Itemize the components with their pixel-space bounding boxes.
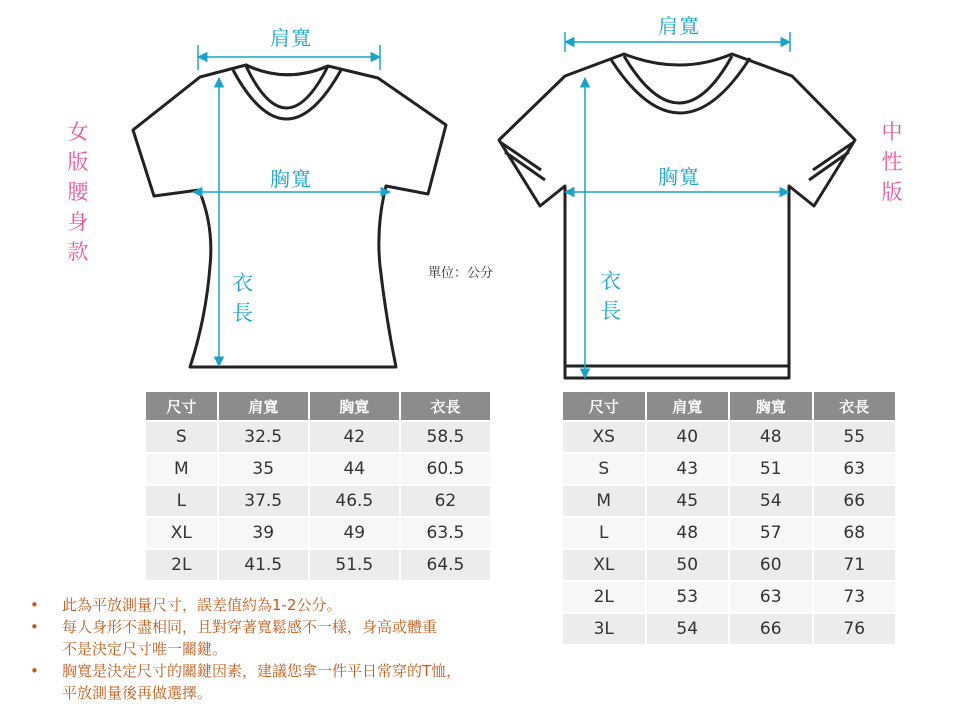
header-shoulder: 肩寬 <box>219 392 308 420</box>
cell: 54 <box>647 614 729 644</box>
unisex-length-label: 衣長 <box>600 269 621 323</box>
cell: 53 <box>647 582 729 612</box>
cell: 32.5 <box>219 422 308 452</box>
cell: 48 <box>647 518 729 548</box>
table-row <box>146 518 490 548</box>
cell: 43 <box>647 454 729 484</box>
women-chest-label: 胸寬 <box>270 167 312 191</box>
cell: 63 <box>814 454 896 484</box>
note-text: 不是決定尺寸唯一關鍵。 <box>62 640 228 658</box>
cell: 58.5 <box>401 422 490 452</box>
table-header-row <box>563 392 895 420</box>
table-row <box>563 454 895 484</box>
cell: 68 <box>814 518 896 548</box>
table-row <box>563 614 895 644</box>
cell: 60 <box>730 550 812 580</box>
cell: 41.5 <box>219 550 308 580</box>
cell: 46.5 <box>310 486 399 516</box>
cell: 51.5 <box>310 550 399 580</box>
cell: XL <box>146 518 217 548</box>
cell: 66 <box>730 614 812 644</box>
cell: 73 <box>814 582 896 612</box>
bullet: • <box>30 662 39 680</box>
women-size-table <box>144 390 492 582</box>
cell: 2L <box>563 582 645 612</box>
table-header-row <box>146 392 490 420</box>
unit-note: 單位：公分 <box>428 266 494 281</box>
table-row <box>563 582 895 612</box>
note-item <box>30 660 570 704</box>
cell: 64.5 <box>401 550 490 580</box>
note-text: 平放測量後再做選擇。 <box>62 684 213 702</box>
note-text: 此為平放測量尺寸，誤差值約為1-2公分。 <box>62 596 342 614</box>
unisex-chest-label: 胸寬 <box>658 165 700 189</box>
cell: 55 <box>814 422 896 452</box>
note-item <box>30 594 570 616</box>
cell: 35 <box>219 454 308 484</box>
table-row <box>563 518 895 548</box>
cell: 60.5 <box>401 454 490 484</box>
header-size: 尺寸 <box>146 392 217 420</box>
cell: 57 <box>730 518 812 548</box>
cell: 42 <box>310 422 399 452</box>
cell: 54 <box>730 486 812 516</box>
table-row <box>146 422 490 452</box>
unisex-shirt-illustration <box>499 54 855 378</box>
cell: M <box>146 454 217 484</box>
cell: 71 <box>814 550 896 580</box>
women-style-title: 女版腰身款 <box>67 120 89 264</box>
cell: S <box>563 454 645 484</box>
bullet: • <box>30 596 39 614</box>
table-row <box>563 486 895 516</box>
cell: 51 <box>730 454 812 484</box>
note-item <box>30 616 570 660</box>
header-chest: 胸寬 <box>730 392 812 420</box>
cell: 66 <box>814 486 896 516</box>
cell: 62 <box>401 486 490 516</box>
cell: 49 <box>310 518 399 548</box>
cell: 45 <box>647 486 729 516</box>
cell: 3L <box>563 614 645 644</box>
cell: 2L <box>146 550 217 580</box>
unisex-style-title: 中性版 <box>881 120 903 204</box>
cell: 76 <box>814 614 896 644</box>
header-length: 衣長 <box>814 392 896 420</box>
cell: S <box>146 422 217 452</box>
bullet: • <box>30 618 39 636</box>
header-shoulder: 肩寬 <box>647 392 729 420</box>
size-notes <box>30 594 570 704</box>
header-length: 衣長 <box>401 392 490 420</box>
cell: 63.5 <box>401 518 490 548</box>
cell: 50 <box>647 550 729 580</box>
note-text: 每人身形不盡相同，且對穿著寬鬆感不一樣，身高或體重 <box>62 618 438 636</box>
cell: M <box>563 486 645 516</box>
cell: XL <box>563 550 645 580</box>
women-shoulder-label: 肩寬 <box>270 26 312 50</box>
cell: L <box>563 518 645 548</box>
cell: 44 <box>310 454 399 484</box>
table-row <box>146 486 490 516</box>
women-shirt-illustration <box>133 65 446 367</box>
cell: XS <box>563 422 645 452</box>
table-row <box>146 454 490 484</box>
cell: L <box>146 486 217 516</box>
cell: 48 <box>730 422 812 452</box>
women-length-label: 衣長 <box>232 271 253 325</box>
cell: 37.5 <box>219 486 308 516</box>
cell: 63 <box>730 582 812 612</box>
table-row <box>563 550 895 580</box>
table-row <box>146 550 490 580</box>
cell: 40 <box>647 422 729 452</box>
unisex-size-table <box>561 390 897 646</box>
note-text: 胸寬是決定尺寸的關鍵因素，建議您拿一件平日常穿的T恤， <box>62 662 462 680</box>
cell: 39 <box>219 518 308 548</box>
header-size: 尺寸 <box>563 392 645 420</box>
header-chest: 胸寬 <box>310 392 399 420</box>
unisex-shoulder-label: 肩寬 <box>658 14 700 38</box>
table-row <box>563 422 895 452</box>
